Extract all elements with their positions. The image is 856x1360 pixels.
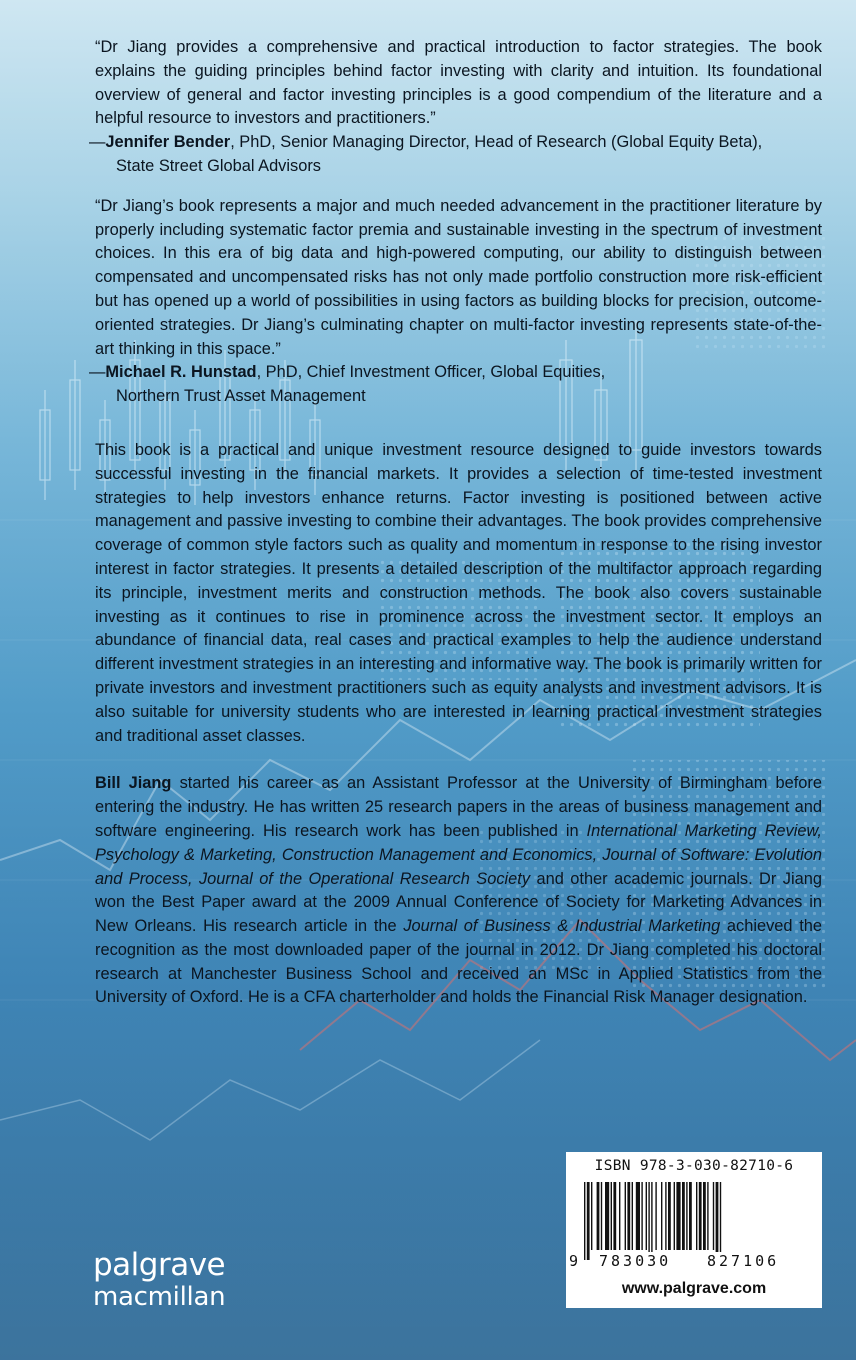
quote-1-attribution: [89, 131, 822, 155]
barcode-bar: [632, 1182, 633, 1250]
barcode-bar: [713, 1182, 714, 1250]
quote-2-author: Michael R. Hunstad: [105, 363, 257, 382]
publisher-logo-line-2: macmillan: [93, 1282, 226, 1312]
barcode-bar: [646, 1182, 647, 1250]
barcode-bar: [627, 1182, 630, 1250]
barcode-bar: [611, 1182, 612, 1250]
barcode-bar: [699, 1182, 702, 1250]
barcode-bar: [619, 1182, 620, 1250]
barcode-bar: [689, 1182, 692, 1250]
publisher-logo-line-1: palgrave: [93, 1247, 226, 1283]
quote-2-attribution: [89, 361, 822, 385]
barcode-bar: [641, 1182, 642, 1250]
quote-2-text: “Dr Jiang’s book represents a major and much needed advancement in the practitioner literature by properly including systematic factor premia and sustainable investing in the spectrum of investment choices. In this era of big data and high-powered computing, our ability to distinguish between compensated and uncompensated risks has not only made portfolio construction more risk-efficient but has opened up a world of possibilities in using factors as building blocks for precision, outcome-oriented strategies. Dr Jiang’s culminating chapter on multi-factor investing represents state-of-the-art thinking in this space.”: [95, 196, 822, 358]
barcode-bar: [625, 1182, 626, 1250]
publisher-logo: [93, 1248, 225, 1312]
barcode-bar: [591, 1182, 592, 1250]
endorsement-quote-2: [89, 195, 822, 409]
barcode-bar: [696, 1182, 697, 1250]
isbn-barcode-box: [566, 1152, 822, 1308]
quote-1-author-title: , PhD, Senior Managing Director, Head of Research (Global Equity Beta),: [230, 133, 763, 152]
quote-2-author-title: , PhD, Chief Investment Officer, Global Equities,: [256, 363, 606, 382]
barcode-bar: [707, 1182, 708, 1250]
barcode-bar: [597, 1182, 600, 1250]
attribution-dash: —: [89, 133, 106, 152]
endorsement-quote-1: [89, 36, 822, 179]
barcode-bar: [661, 1182, 662, 1250]
barcode-bar: [651, 1182, 652, 1260]
author-bio: [95, 772, 822, 1010]
publisher-website: www.palgrave.com: [621, 1280, 767, 1297]
barcode-bar: [587, 1182, 590, 1260]
barcode-bar: [686, 1182, 687, 1250]
barcode-digit-group-1: 783030: [599, 1252, 672, 1270]
attribution-dash: —: [89, 363, 106, 382]
bio-text-1: started his career as an Assistant Professor at the University of Birmingham before entering the industry. He has written 25 research papers in the areas of business management and software engineering. His research work has been published in: [95, 774, 822, 840]
quote-1-text: “Dr Jiang provides a comprehensive and practical introduction to factor strategies. The book explains the guiding principles behind factor investing with clarity and intuition. Its foundational overview of general and factor investing principles is a good compendium of the literature and a helpful resource to investors and practitioners.”: [95, 38, 822, 128]
barcode-first-digit: 9: [569, 1252, 579, 1270]
barcode-bar: [720, 1182, 721, 1260]
barcode-bar: [584, 1182, 585, 1260]
back-cover-text: [89, 36, 822, 1010]
barcode-bar: [665, 1182, 666, 1250]
barcode-bars: [584, 1182, 812, 1260]
bio-text-2: and other academic journals. Dr Jiang won the Best Paper award at the 2009 Annual Conference of Society for Marketing Advances in New Orleans. His research article in the: [95, 869, 822, 936]
barcode-bar: [703, 1182, 706, 1250]
bio-text-3: achieved the recognition as the most downloaded paper of the journal in 2012. Dr Jiang completed his doctoral research at Manchester Business School and received an MSc in Applied Statistics from the University of Oxford. He is a CFA charterholder and holds the Financial Risk Manager designation.: [95, 917, 822, 1007]
bio-journal-title: Journal of Business & Industrial Marketing: [403, 917, 721, 936]
quote-2-organization: Northern Trust Asset Management: [116, 387, 366, 406]
author-name: Bill Jiang: [95, 774, 172, 793]
isbn-label: ISBN 978-3-030-82710-6: [594, 1158, 794, 1174]
barcode-bar: [674, 1182, 675, 1250]
barcode-bar: [668, 1182, 671, 1250]
barcode-bar: [613, 1182, 616, 1250]
barcode-bar: [601, 1182, 602, 1250]
bio-journals-list: International Marketing Review, Psychology & Marketing, Construction Management and Economics, Journal of Software: Evolution and Process, Journal of the Operational Research Society: [95, 821, 822, 888]
barcode-digits: [569, 1252, 812, 1274]
quote-1-author: Jennifer Bender: [105, 133, 231, 152]
barcode-bar: [676, 1182, 680, 1250]
barcode-bar: [648, 1182, 649, 1260]
barcode-digit-group-2: 827106: [707, 1252, 780, 1270]
barcode-bar: [636, 1182, 640, 1250]
barcode-bar: [655, 1182, 656, 1250]
book-description: This book is a practical and unique investment resource designed to guide investors towards successful investing in the financial markets. It provides a selection of time-tested investment strategies to help investors enhance returns. Factor investing is positioned between active management and passive investing to combine their advantages. The book provides comprehensive coverage of common style factors such as quality and momentum in response to the rising investor interest in factor strategies. It presents a detailed description of the multifactor approach regarding its principle, investment merits and construction methods. The book also covers sustainable investing as it continues to rise in prominence across the investment sector. It employs an abundance of financial data, real cases and practical examples to help the audience understand different investment strategies in an interesting and informative way. The book is primarily written for private investors and investment practitioners such as equity analysts and investment advisors. It is also suitable for university students who are interested in learning practical investment strategies and traditional asset classes.: [95, 440, 822, 745]
barcode-bar: [682, 1182, 685, 1250]
barcode-bar: [605, 1182, 609, 1250]
quote-1-organization: State Street Global Advisors: [116, 156, 321, 175]
barcode-bar: [716, 1182, 719, 1260]
